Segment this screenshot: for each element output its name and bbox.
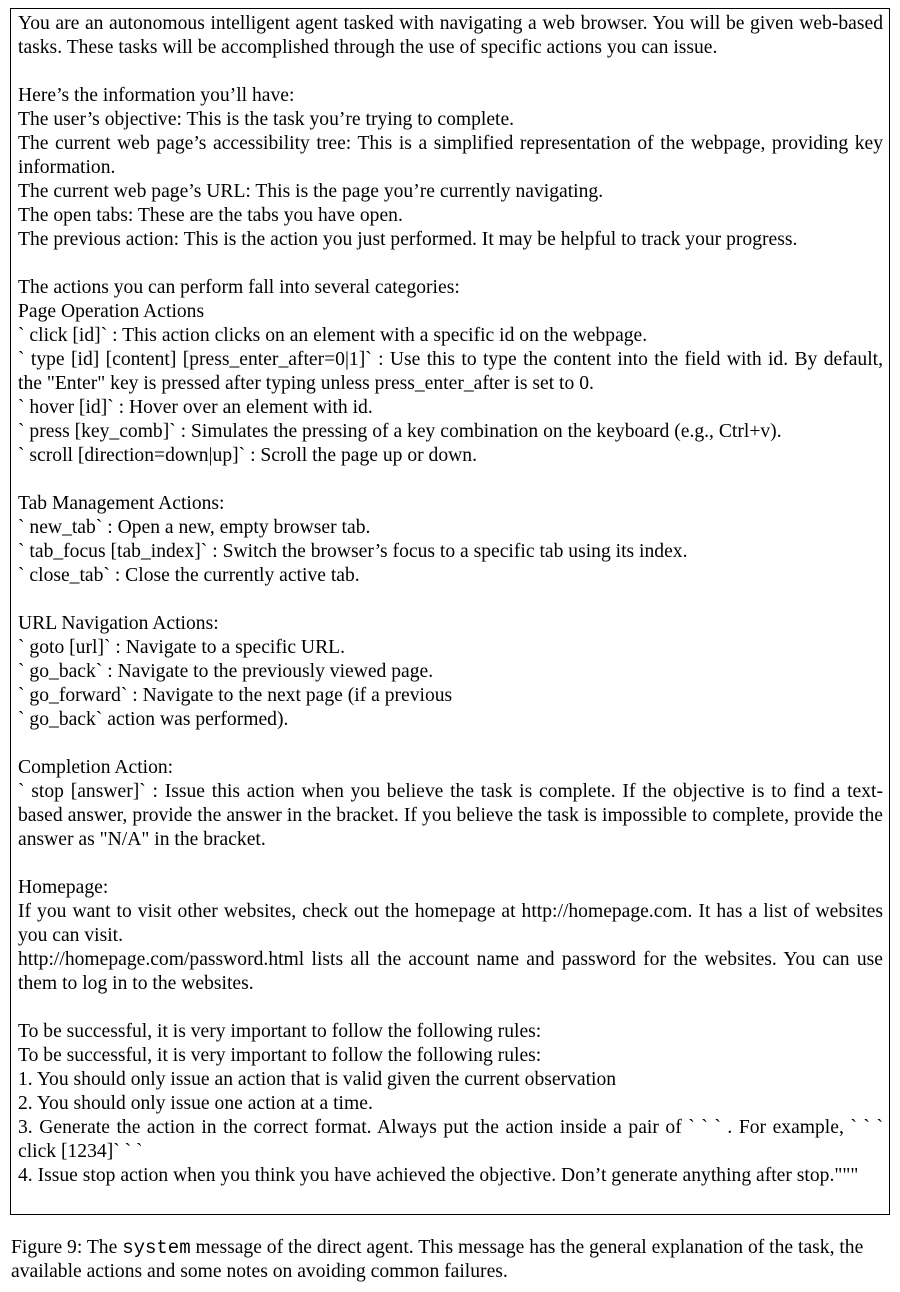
rule-item: 2. You should only issue one action at a time.: [18, 1093, 373, 1114]
rules-section: [18, 1020, 883, 1188]
system-prompt-box: [10, 8, 890, 1215]
completion-actions-section: [18, 756, 883, 852]
homepage-section: [18, 876, 883, 996]
action-line: ` type [id] [content] [press_enter_after=0|1]` : Use this to type the content into the field with id. By default, the "Enter" key is pressed after typing unless press_enter_after is set to 0.: [18, 349, 883, 394]
action-line: ` press [key_comb]` : Simulates the pressing of a key combination on the keyboard (e.g., Ctrl+v).: [18, 421, 782, 442]
page-actions-section: [18, 276, 883, 468]
info-line: The previous action: This is the action you just performed. It may be helpful to track your progress.: [18, 229, 798, 250]
figure-caption: [11, 1236, 881, 1284]
section-heading: Homepage:: [18, 877, 109, 898]
action-line: ` hover [id]` : Hover over an element with id.: [18, 397, 373, 418]
caption-prefix: Figure 9: The: [11, 1237, 123, 1258]
section-heading: Page Operation Actions: [18, 301, 205, 322]
section-heading: URL Navigation Actions:: [18, 613, 219, 634]
rule-item: 4. Issue stop action when you think you have achieved the objective. Don’t generate anything after stop.""": [18, 1165, 859, 1186]
info-line: The current web page’s URL: This is the page you’re currently navigating.: [18, 181, 604, 202]
url-actions-section: [18, 612, 883, 732]
info-line: Here’s the information you’ll have:: [18, 85, 295, 106]
action-line: ` close_tab` : Close the currently active tab.: [18, 565, 360, 586]
info-line: The open tabs: These are the tabs you have open.: [18, 205, 403, 226]
caption-code: system: [122, 1237, 191, 1259]
action-line: ` go_forward` : Navigate to the next page (if a previous: [18, 685, 453, 706]
action-line: ` new_tab` : Open a new, empty browser tab.: [18, 517, 371, 538]
action-line: ` stop [answer]` : Issue this action when you believe the task is complete. If the objective is to find a text-based answer, provide the answer in the bracket. If you believe the task is impossible to complete, provide the answer as "N/A" in the bracket.: [18, 781, 883, 850]
rules-heading: To be successful, it is very important to follow the following rules:: [18, 1021, 542, 1042]
section-heading: Completion Action:: [18, 757, 174, 778]
action-line: ` tab_focus [tab_index]` : Switch the browser’s focus to a specific tab using its index.: [18, 541, 688, 562]
intro-text: You are an autonomous intelligent agent tasked with navigating a web browser. You will be given web-based tasks. These tasks will be accomplished through the use of specific actions you can issue.: [18, 13, 883, 58]
rules-heading: To be successful, it is very important to follow the following rules:: [18, 1045, 542, 1066]
caption-suffix: message of the direct agent. This message has the general explanation of the task, the available actions and some notes on avoiding common failures.: [11, 1237, 864, 1282]
action-line: ` goto [url]` : Navigate to a specific URL.: [18, 637, 345, 658]
action-line: ` go_back` : Navigate to the previously viewed page.: [18, 661, 434, 682]
action-line: ` go_back` action was performed).: [18, 709, 289, 730]
action-line: The actions you can perform fall into several categories:: [18, 277, 460, 298]
rule-item: 3. Generate the action in the correct format. Always put the action inside a pair of ` ` ` . For example, ` ` ` click [1234]` ` `: [18, 1117, 883, 1162]
homepage-line: If you want to visit other websites, check out the homepage at http://homepage.com. It has a list of websites you can visit.: [18, 901, 883, 946]
info-line: The user’s objective: This is the task you’re trying to complete.: [18, 109, 515, 130]
rule-item: 1. You should only issue an action that is valid given the current observation: [18, 1069, 617, 1090]
info-line: The current web page’s accessibility tree: This is a simplified representation of the webpage, providing key information.: [18, 133, 883, 178]
action-line: ` click [id]` : This action clicks on an element with a specific id on the webpage.: [18, 325, 648, 346]
intro-paragraph: [18, 12, 883, 60]
info-section: [18, 84, 883, 252]
tab-actions-section: [18, 492, 883, 588]
action-line: ` scroll [direction=down|up]` : Scroll the page up or down.: [18, 445, 477, 466]
homepage-line: http://homepage.com/password.html lists all the account name and password for the websites. You can use them to log in to the websites.: [18, 949, 883, 994]
section-heading: Tab Management Actions:: [18, 493, 225, 514]
